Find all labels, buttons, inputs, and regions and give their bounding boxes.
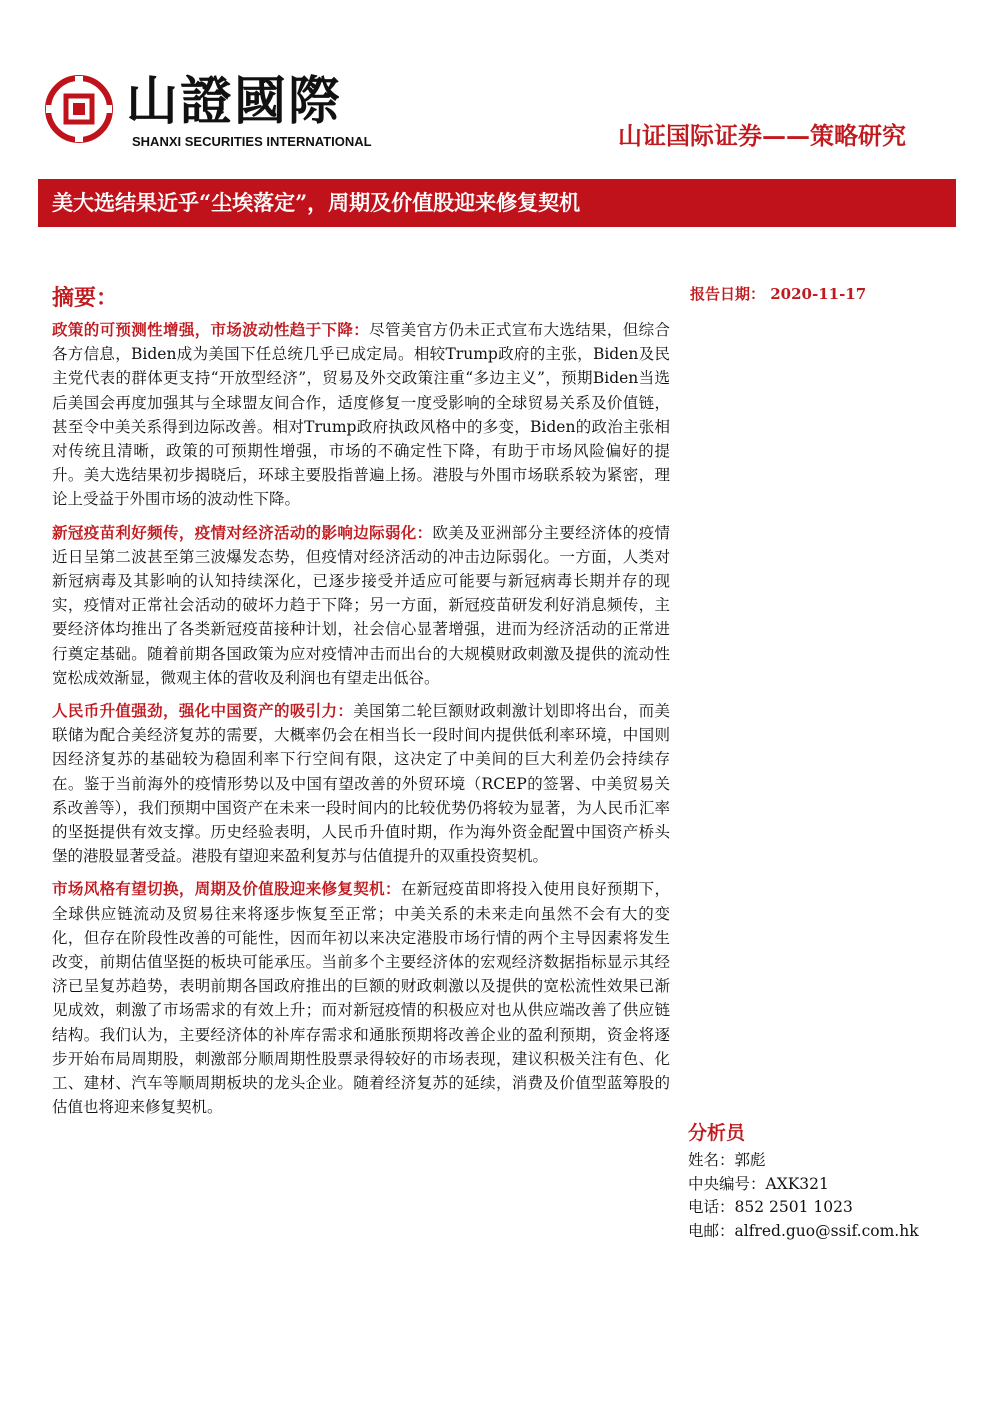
report-date: 报告日期： 2020-11-17 xyxy=(690,285,867,303)
paragraph-text: 在新冠疫苗即将投入使用良好预期下，全球供应链流动及贸易往来将逐步恢复至正常；中美关系的未来走向虽然不会有大的变化，但存在阶段性改善的可能性，因而年初以来决定港股市场行情的两个主导因素将发生改变，前期估值坚挺的板块可能承压。当前多个主要经济体的宏观经济数据指标显示其经济已呈复苏趋势，表明前期各国政府推出的巨额的财政刺激以及提供的宽松流性效果已渐见成效，刺激了市场需求的有效上升；而对新冠疫情的积极应对也从供应端改善了供应链结构。我们认为，主要经济体的补库存需求和通胀预期将改善企业的盈利预期，资金将逐步开始布局周期股，刺激部分顺周期性股票录得较好的市场表现，建议积极关注有色、化工、建材、汽车等顺周期板块的龙头企业。随着经济复苏的延续，消费及价值型蓝筹股的估值也将迎来修复契机。 xyxy=(52,880,670,1117)
logo-text-chinese: 山證國際 xyxy=(126,72,343,132)
company-logo xyxy=(44,72,374,152)
paragraph-text: 尽管美官方仍未正式宣布大选结果，但综合各方信息，Biden成为美国下任总统几乎已成定局。相较Trump政府的主张，Biden及民主党代表的群体更支持“开放型经济”，贸易及外交政策注重“多边主义”，预期Biden当选后美国会再度加强其与全球盟友间合作，适度修复一度受影响的全球贸易关系及价值链，甚至令中美关系得到边际改善。相对Trump政府执政风格中的多变，Biden的政治主张相对传统且清晰，政策的可预期性增强，市场的不确定性下降，有助于市场风险偏好的提升。美大选结果初步揭晓后，环球主要股指普遍上扬。港股与外围市场联系较为紧密，理论上受益于外围市场的波动性下降。 xyxy=(52,321,670,509)
paragraph-lead: 新冠疫苗利好频传，疫情对经济活动的影响边际弱化： xyxy=(52,522,433,542)
paragraph-lead: 市场风格有望切换，周期及价值股迎来修复契机： xyxy=(52,879,401,899)
series-title: 山证国际证券——策略研究 xyxy=(618,121,906,150)
paragraph-lead: 人民币升值强劲，强化中国资产的吸引力： xyxy=(52,701,354,721)
analyst-email[interactable]: 电邮：alfred.guo@ssif.com.hk xyxy=(688,1221,919,1240)
report-headline: 美大选结果近乎“尘埃落定”，周期及价值股迎来修复契机 xyxy=(52,190,581,215)
summary-heading: 摘要： xyxy=(52,285,119,311)
headline-bar xyxy=(38,179,956,227)
paragraph-lead: 政策的可预测性增强，市场波动性趋于下降： xyxy=(52,320,370,339)
analyst-heading: 分析员 xyxy=(688,1122,746,1144)
analyst-phone: 电话：852 2501 1023 xyxy=(688,1198,853,1217)
analyst-license: 中央编号：AXK321 xyxy=(688,1174,829,1193)
company-seal-icon xyxy=(44,74,114,144)
summary-body xyxy=(52,318,670,1129)
logo-text-english: SHANXI SECURITIES INTERNATIONAL xyxy=(132,134,372,149)
paragraph-text: 欧美及亚洲部分主要经济体的疫情近日呈第二波甚至第三波爆发态势，但疫情对经济活动的冲击边际弱化。一方面，人类对新冠病毒及其影响的认知持续深化，已逐步接受并适应可能要与新冠病毒长期并存的现实，疫情对正常社会活动的破坏力趋于下降；另一方面，新冠疫苗研发利好消息频传，主要经济体均推出了各类新冠疫苗接种计划，社会信心显著增强，进而为经济活动的正常进行奠定基础。随着前期各国政策为应对疫情冲击而出台的大规模财政刺激及提供的流动性宽松成效渐显，微观主体的营收及利润也有望走出低谷。 xyxy=(52,523,670,687)
summary-paragraph-vaccine xyxy=(52,521,670,690)
paragraph-text: 美国第二轮巨额财政刺激计划即将出台，而美联储为配合美经济复苏的需要，大概率仍会在相当长一段时间内提供低利率环境，中国则因经济复苏的基础较为稳固利率下行空间有限，这决定了中美间的巨大利差仍会持续存在。鉴于当前海外的疫情形势以及中国有望改善的外贸环境（RCEP的签署、中美贸易关系改善等），我们预期中国资产在未来一段时间内的比较优势仍将较为显著，为人民币汇率的坚挺提供有效支撑。历史经验表明，人民币升值时期，作为海外资金配置中国资产桥头堡的港股显著受益。港股有望迎来盈利复苏与估值提升的双重投资契机。 xyxy=(52,702,670,866)
analyst-name: 姓名：郭彪 xyxy=(688,1151,766,1169)
analyst-info xyxy=(688,1118,958,1243)
summary-paragraph-style xyxy=(52,877,670,1119)
summary-paragraph-rmb xyxy=(52,699,670,868)
summary-paragraph-policy xyxy=(52,318,670,512)
